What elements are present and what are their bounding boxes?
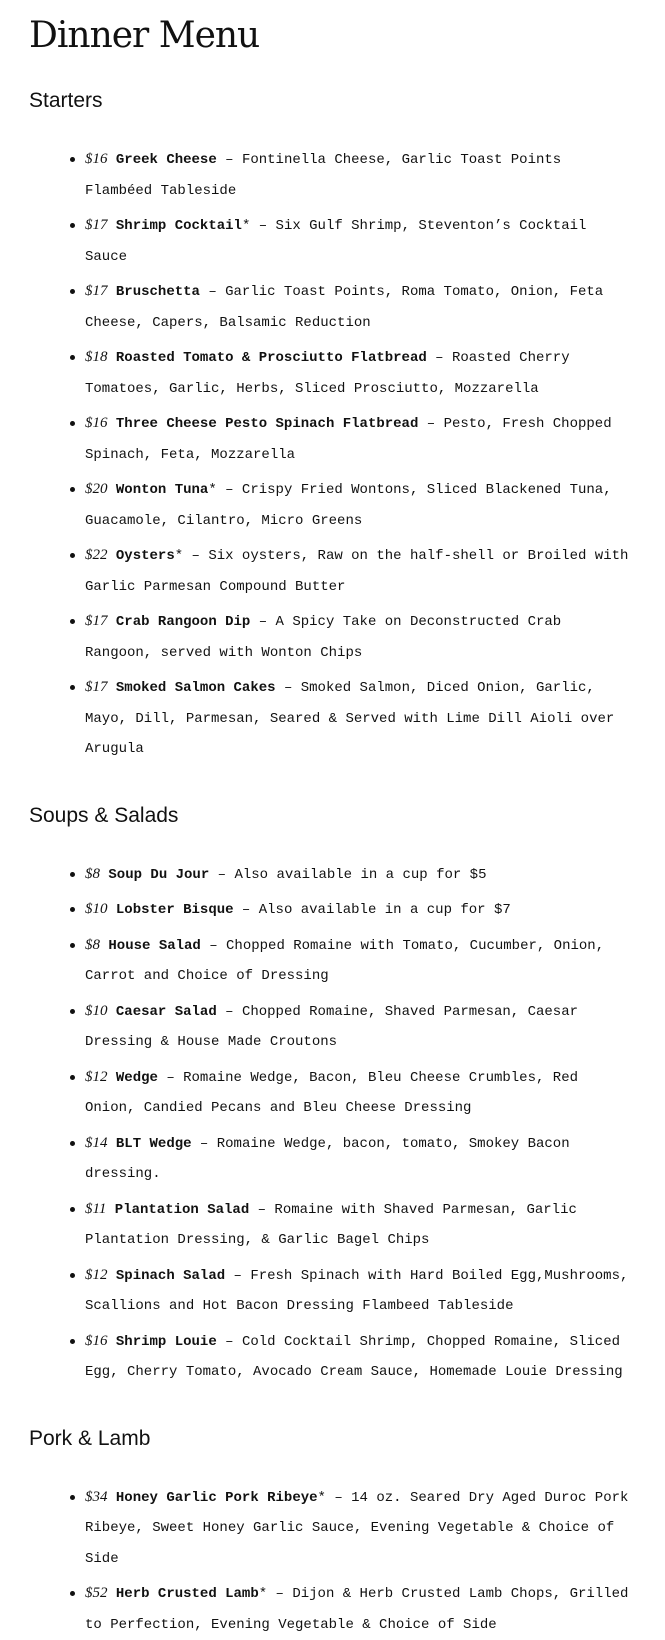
menu-item-description: – Garlic Toast Points, Roma Tomato, Onion, Feta Cheese, Capers, Balsamic Reduction [85,284,603,331]
menu-item-price: $10 [85,1003,108,1019]
menu-item-price: $52 [85,1585,108,1601]
menu-item-name: Smoked Salmon Cakes [116,680,276,696]
menu-item-name: Wedge [116,1070,158,1086]
menu-item-price: $16 [85,1333,108,1349]
menu-item-name: Plantation Salad [115,1202,249,1218]
menu-item-name: Bruschetta [116,284,200,300]
menu-item-description: * – Six Gulf Shrimp, Steventon’s Cocktail Sauce [85,218,586,265]
menu-item [29,930,636,992]
menu-item [29,996,636,1058]
menu-item-name: Herb Crusted Lamb [116,1586,259,1602]
menu-item-description: * – Six oysters, Raw on the half-shell or Broiled with Garlic Parmesan Compound Butter [85,548,628,595]
menu-item-name: Shrimp Cocktail [116,218,242,234]
section-heading-starters: Starters [29,86,636,116]
menu-item-description: – Romaine Wedge, Bacon, Bleu Cheese Crumbles, Red Onion, Candied Pecans and Bleu Cheese Dressing [85,1070,578,1117]
menu-item-price: $16 [85,415,108,431]
menu-item-price: $34 [85,1489,108,1505]
menu-item-description: – Roasted Cherry Tomatoes, Garlic, Herbs, Sliced Prosciutto, Mozzarella [85,350,570,397]
menu-item-price: $10 [85,901,108,917]
menu-item [29,144,636,206]
menu-item-description: – Also available in a cup for $5 [209,867,486,883]
menu-item-price: $17 [85,283,108,299]
menu-item-description: – Also available in a cup for $7 [234,902,511,918]
menu-item-description: – Chopped Romaine with Tomato, Cucumber, Onion, Carrot and Choice of Dressing [85,938,604,985]
menu-item-name: Oysters [116,548,175,564]
menu-item [29,1326,636,1388]
section-heading-pork-lamb: Pork & Lamb [29,1424,636,1454]
menu-item-price: $22 [85,547,108,563]
menu-item-name: Greek Cheese [116,152,217,168]
menu-item-description: – Romaine with Shaved Parmesan, Garlic Plantation Dressing, & Garlic Bagel Chips [85,1202,577,1249]
menu-item-name: Spinach Salad [116,1268,225,1284]
menu-item-price: $8 [85,937,100,953]
menu-item-name: Soup Du Jour [108,867,209,883]
menu-item-name: House Salad [108,938,200,954]
menu-item-description: – Cold Cocktail Shrimp, Chopped Romaine, Sliced Egg, Cherry Tomato, Avocado Cream Sauce, Homemade Louie Dressing [85,1334,623,1381]
pork-lamb-list [29,1482,636,1640]
menu-item-description: – Fresh Spinach with Hard Boiled Egg,Mushrooms, Scallions and Hot Bacon Dressing Flambeed Tableside [85,1268,628,1315]
section-heading-soups-salads: Soups & Salads [29,801,636,831]
menu-item-price: $8 [85,866,100,882]
menu-item-description: – Chopped Romaine, Shaved Parmesan, Caesar Dressing & House Made Croutons [85,1004,578,1051]
menu-item-name: Caesar Salad [116,1004,217,1020]
menu-item [29,474,636,536]
menu-item-price: $20 [85,481,108,497]
menu-item-name: Honey Garlic Pork Ribeye [116,1490,318,1506]
menu-item-price: $12 [85,1267,108,1283]
menu-item-price: $17 [85,679,108,695]
menu-item [29,1128,636,1190]
menu-item [29,540,636,602]
menu-item-price: $16 [85,151,108,167]
menu-item [29,210,636,272]
soups-salads-list [29,859,636,1388]
menu-item [29,276,636,338]
menu-item-description: * – 14 oz. Seared Dry Aged Duroc Pork Ribeye, Sweet Honey Garlic Sauce, Evening Vegetable & Choice of Side [85,1490,628,1567]
menu-item-name: Crab Rangoon Dip [116,614,250,630]
menu-item [29,606,636,668]
menu-item-description: – Pesto, Fresh Chopped Spinach, Feta, Mozzarella [85,416,612,463]
menu-item-price: $11 [85,1201,106,1217]
menu-item-price: $14 [85,1135,108,1151]
menu-item [29,1482,636,1575]
menu-item-description: – Romaine Wedge, bacon, tomato, Smokey Bacon dressing. [85,1136,570,1183]
menu-item-name: Shrimp Louie [116,1334,217,1350]
menu-item [29,1260,636,1322]
menu-item-name: BLT Wedge [116,1136,192,1152]
menu-item-name: Three Cheese Pesto Spinach Flatbread [116,416,418,432]
menu-item-price: $17 [85,613,108,629]
menu-item-name: Lobster Bisque [116,902,234,918]
menu-item [29,672,636,765]
menu-item-name: Roasted Tomato & Prosciutto Flatbread [116,350,427,366]
menu-item [29,408,636,470]
menu-item-price: $12 [85,1069,108,1085]
menu-item [29,1578,636,1640]
page-title: Dinner Menu [29,0,636,58]
menu-item [29,859,636,891]
menu-item-description: – Fontinella Cheese, Garlic Toast Points Flambéed Tableside [85,152,561,199]
menu-item-description: – A Spicy Take on Deconstructed Crab Rangoon, served with Wonton Chips [85,614,561,661]
menu-item-description: – Smoked Salmon, Diced Onion, Garlic, Mayo, Dill, Parmesan, Seared & Served with Lime Dill Aioli over Arugula [85,680,614,757]
menu-item-name: Wonton Tuna [116,482,208,498]
menu-item [29,1194,636,1256]
menu-item [29,342,636,404]
starters-list [29,144,636,765]
menu-item-description: * – Dijon & Herb Crusted Lamb Chops, Grilled to Perfection, Evening Vegetable & Choice of Side [85,1586,628,1633]
menu-item-description: * – Crispy Fried Wontons, Sliced Blackened Tuna, Guacamole, Cilantro, Micro Greens [85,482,612,529]
menu-item-price: $18 [85,349,108,365]
menu-item [29,894,636,926]
menu-item [29,1062,636,1124]
menu-item-price: $17 [85,217,108,233]
